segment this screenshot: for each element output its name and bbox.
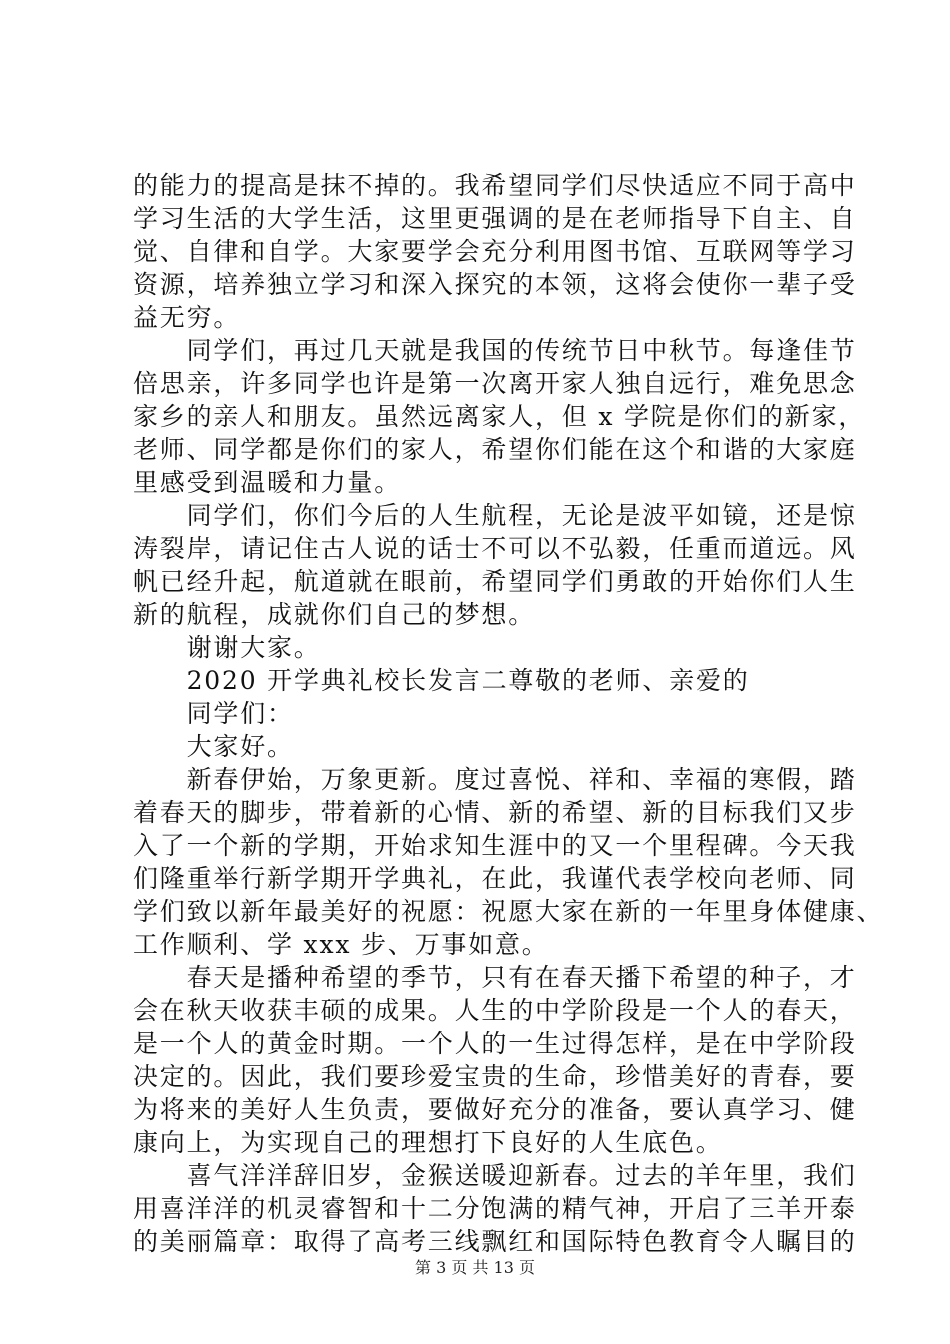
- text-line: 学们致以新年最美好的祝愿：祝愿大家在新的一年里身体健康、: [133, 897, 884, 926]
- text-line: 学习生活的大学生活，这里更强调的是在老师指导下自主、自: [133, 204, 857, 233]
- text-line: 家乡的亲人和朋友。虽然远离家人，但 x 学院是你们的新家，: [133, 402, 866, 431]
- text-line: 觉、自律和自学。大家要学会充分利用图书馆、互联网等学习: [133, 237, 857, 266]
- text-line: 工作顺利、学 xxx 步、万事如意。: [133, 930, 549, 959]
- text-line: 倍思亲，许多同学也许是第一次离开家人独自远行，难免思念: [133, 369, 857, 398]
- text-line: 帆已经升起，航道就在眼前，希望同学们勇敢的开始你们人生: [133, 567, 857, 596]
- text-line: 同学们，再过几天就是我国的传统节日中秋节。每逢佳节: [133, 336, 857, 365]
- text-line: 决定的。因此，我们要珍爱宝贵的生命，珍惜美好的青春，要: [133, 1062, 857, 1091]
- text-line: 入了一个新的学期，开始求知生涯中的又一个里程碑。今天我: [133, 831, 857, 860]
- text-line: 着春天的脚步，带着新的心情、新的希望、新的目标我们又步: [133, 798, 857, 827]
- text-line: 会在秋天收获丰硕的成果。人生的中学阶段是一个人的春天，: [133, 996, 857, 1025]
- text-line: 的美丽篇章：取得了高考三线飘红和国际特色教育令人瞩目的: [133, 1227, 857, 1256]
- text-line: 益无穷。: [133, 303, 241, 332]
- text-line: 们隆重举行新学期开学典礼，在此，我谨代表学校向老师、同: [133, 864, 857, 893]
- page-number-footer: 第 3 页 共 13 页: [415, 1258, 535, 1277]
- text-line: 新的航程，成就你们自己的梦想。: [133, 600, 536, 629]
- text-line: 同学们：: [133, 699, 294, 728]
- text-line: 同学们，你们今后的人生航程，无论是波平如镜，还是惊: [133, 501, 857, 530]
- text-line: 是一个人的黄金时期。一个人的一生过得怎样，是在中学阶段: [133, 1029, 857, 1058]
- text-line: 新春伊始，万象更新。度过喜悦、祥和、幸福的寒假，踏: [133, 765, 857, 794]
- text-line: 为将来的美好人生负责，要做好充分的准备，要认真学习、健: [133, 1095, 857, 1124]
- text-line: 谢谢大家。: [133, 633, 321, 662]
- text-line: 的能力的提高是抹不掉的。我希望同学们尽快适应不同于高中: [133, 171, 857, 200]
- text-line: 用喜洋洋的机灵睿智和十二分饱满的精气神，开启了三羊开泰: [133, 1194, 857, 1223]
- text-line: 喜气洋洋辞旧岁，金猴送暖迎新春。过去的羊年里，我们: [133, 1161, 857, 1190]
- text-line: 里感受到温暖和力量。: [133, 468, 402, 497]
- text-line: 2020 开学典礼校长发言二尊敬的老师、亲爱的: [133, 666, 750, 695]
- text-line: 康向上，为实现自己的理想打下良好的人生底色。: [133, 1128, 723, 1157]
- text-line: 老师、同学都是你们的家人，希望你们能在这个和谐的大家庭: [133, 435, 857, 464]
- text-line: 春天是播种希望的季节，只有在春天播下希望的种子，才: [133, 963, 857, 992]
- text-line: 涛裂岸，请记住古人说的话士不可以不弘毅，任重而道远。风: [133, 534, 857, 563]
- text-line: 大家好。: [133, 732, 294, 761]
- text-line: 资源，培养独立学习和深入探究的本领，这将会使你一辈子受: [133, 270, 857, 299]
